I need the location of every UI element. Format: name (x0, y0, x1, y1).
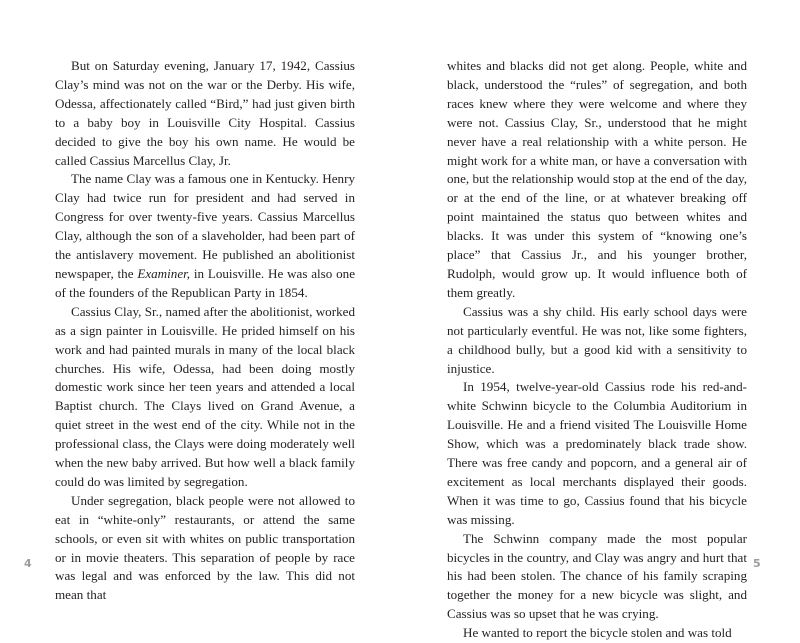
right-page (400, 0, 800, 641)
paragraph: But on Saturday evening, January 17, 1942, Cassius Clay’s mind was not on the war or the Derby. His wife, Odessa, affectionately called “Bird,” had just given birth to a baby boy in Louisville City Hospital. Cassius decided to give the boy his own name. He would be called Cassius Marcellus Clay, Jr. (55, 58, 355, 168)
paragraph: Under segregation, black people were not allowed to eat in “white-only” restaurants, or attend the same schools, or even sit with whites on public transportation or in movie theaters. This separation of people by race was legal and was enforced by the law. This did not mean that (55, 492, 355, 603)
paragraph-text: The name Clay was a famous one in Kentucky. Henry Clay had twice run for president and had served in Congress for over twenty-five years. Cassius Marcellus Clay, although the son of a slaveholder, had been part of the antislavery movement. He published an abolitionist newspaper, the (55, 171, 355, 281)
paragraph: In 1954, twelve-year-old Cassius rode his red-and-white Schwinn bicycle to the Columbia Auditorium in Louisville. He and a friend visited The Louisville Home Show, which was a predominately black trade show. There was free candy and popcorn, and a general air of excitement as local merchants displayed their goods. When it was time to go, Cassius found that his bicycle was missing. (447, 379, 747, 527)
newspaper-title: Examiner, (137, 265, 191, 281)
paragraph: The Schwinn company made the most popular bicycles in the country, and Clay was angry and hurt that his had been stolen. The chance of his family scraping together the money for a new bicycle was slight, and Cassius was so upset that he was crying. (447, 530, 747, 622)
paragraph (55, 170, 355, 302)
left-page-text (55, 57, 355, 605)
page-number: 4 (24, 557, 32, 570)
paragraph-text: in Louisville. He was also one of the founders of the Republican Party in 1854. (55, 265, 356, 300)
paragraph: whites and blacks did not get along. People, white and black, understood the “rules” of segregation, and both races knew where they were welcome and where they were not. Cassius Clay, Sr., understood that he might never have a real relationship with a white person. He might work for a white man, or have a conversation with one, but the relationship would stop at the end of the day, or at the end of the line, or at whatever breaking off point maintained the status quo between whites and blacks. It was under this system of “knowing one’s place” that Cassius Jr., and his younger brother, Rudolph, would grow up. It would influence both of them greatly. (447, 58, 747, 300)
left-page (0, 0, 400, 603)
right-page-text (447, 57, 747, 643)
paragraph: Cassius was a shy child. His early school days were not particularly eventful. He was not, like some fighters, a childhood bully, but a good kid with a sensitivity to injustice. (447, 303, 747, 376)
page-number: 5 (753, 557, 761, 570)
paragraph: Cassius Clay, Sr., named after the abolitionist, worked as a sign painter in Louisville. He prided himself on his work and had painted murals in many of the local black churches. His wife, Odessa, had been doing mostly domestic work since her teen years and attended a local Baptist church. The Clays lived on Grand Avenue, a quiet street in the west end of the city. While not in the professional class, the Clays were doing moderately well when the new baby arrived. But how well a black family could do was limited by segregation. (55, 303, 355, 489)
paragraph: He wanted to report the bicycle stolen and was told (463, 625, 732, 641)
